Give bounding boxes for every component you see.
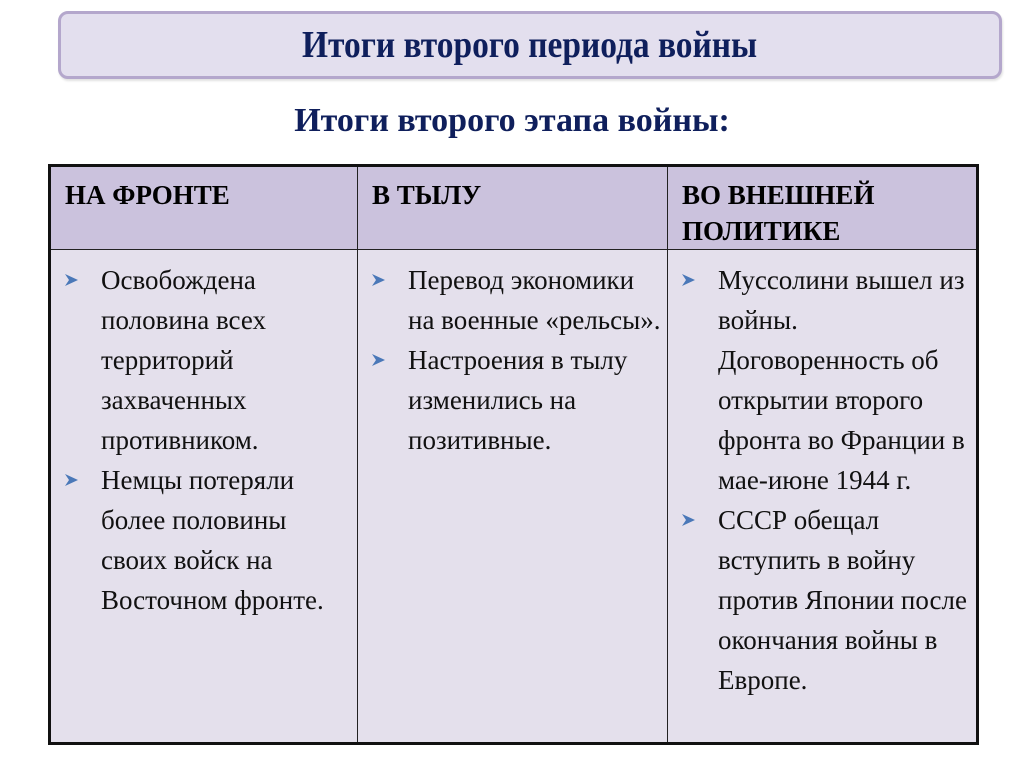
list-item xyxy=(63,260,351,460)
header-front: НА ФРОНТЕ xyxy=(50,166,358,250)
header-home-front: В ТЫЛУ xyxy=(358,166,668,250)
table-body-row xyxy=(50,250,978,744)
arrow-bullet-icon xyxy=(372,354,385,366)
arrow-bullet-icon xyxy=(372,274,385,286)
list-item-text: Освобождена половина всех территорий захваченных противником. xyxy=(101,265,266,455)
arrow-bullet-icon xyxy=(65,274,78,286)
arrow-bullet-icon xyxy=(682,514,695,526)
slide-title: Итоги второго периода войны xyxy=(302,24,758,66)
header-foreign-policy: ВО ВНЕШНЕЙ ПОЛИТИКЕ xyxy=(668,166,978,250)
results-table xyxy=(48,164,979,745)
slide-subtitle: Итоги второго этапа войны: xyxy=(294,102,730,139)
table-header-row xyxy=(50,166,978,250)
bullet-list xyxy=(680,260,970,700)
list-item-text: Муссолини вышел из войны. Договоренность об открытии второго фронта во Франции в мае-июне 1944 г. xyxy=(718,265,965,495)
cell-foreign-policy xyxy=(668,250,978,744)
list-item-text: Настроения в тылу изменились на позитивные. xyxy=(408,345,628,455)
list-item-text: Перевод экономики на военные «рельсы». xyxy=(408,265,661,335)
title-box xyxy=(58,11,1002,79)
bullet-list xyxy=(63,260,351,620)
list-item-text: СССР обещал вступить в войну против Японии после окончания войны в Европе. xyxy=(718,505,967,695)
list-item xyxy=(370,340,661,460)
list-item xyxy=(63,460,351,620)
list-item xyxy=(680,500,970,700)
cell-front xyxy=(50,250,358,744)
bullet-list xyxy=(370,260,661,460)
list-item-text: Немцы потеряли более половины своих войск на Восточном фронте. xyxy=(101,465,324,615)
list-item xyxy=(370,260,661,340)
arrow-bullet-icon xyxy=(65,474,78,486)
arrow-bullet-icon xyxy=(682,274,695,286)
cell-home-front xyxy=(358,250,668,744)
list-item xyxy=(680,260,970,500)
